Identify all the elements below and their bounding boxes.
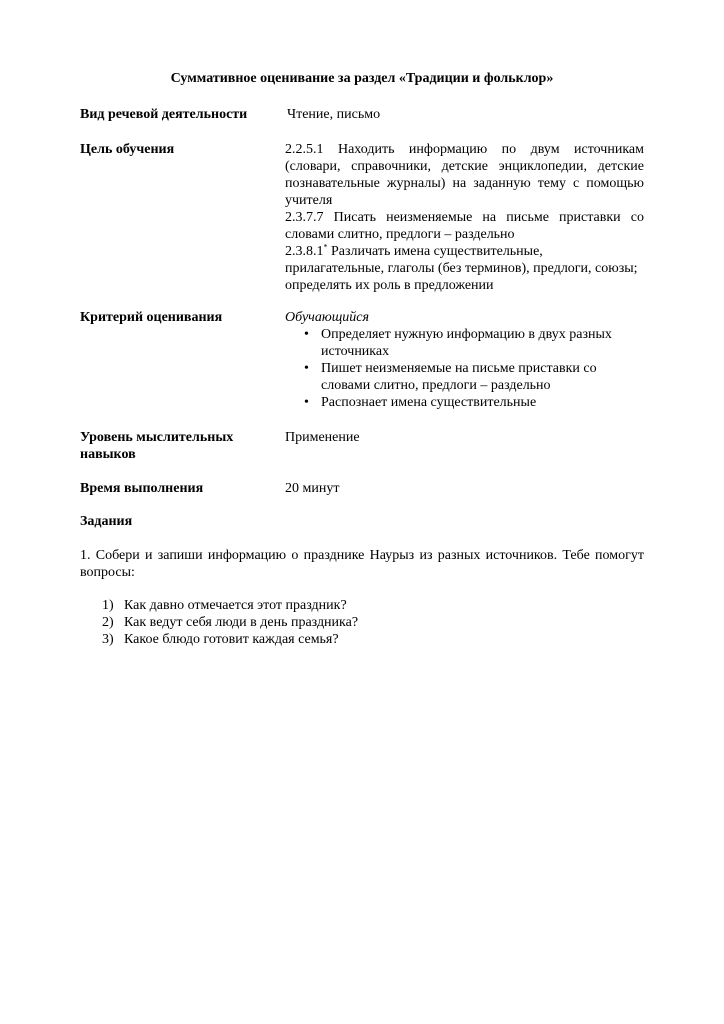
list-item (285, 326, 631, 360)
question-text: Какое блюдо готовит каждая семья? (124, 632, 339, 647)
page-title: Суммативное оценивание за раздел «Традиции и фольклор» (170, 71, 554, 86)
list-item (80, 614, 358, 631)
activity-label: Вид речевой деятельности (80, 107, 248, 122)
list-item (285, 360, 631, 394)
question-number: 1) (102, 598, 114, 613)
goal-item: 2.2.5.1 Находить информацию по двум источникам (словари, справочники, детские энциклопедии, детские познавательные журналы) на заданную тему с помощью учителя (285, 142, 644, 208)
question-text: Как ведут себя люди в день праздника? (124, 615, 359, 630)
time-value: 20 минут (285, 481, 340, 496)
question-number: 3) (102, 632, 114, 647)
bullet-icon: • (304, 395, 309, 410)
questions-list (80, 597, 358, 648)
criteria-label: Критерий оценивания (80, 310, 223, 325)
goal-label: Цель обучения (80, 142, 175, 157)
list-item (80, 597, 358, 614)
question-text: Как давно отмечается этот праздник? (124, 598, 347, 613)
criteria-item-text: Пишет неизменяемые на письме приставки со словами слитно, предлоги – раздельно (321, 361, 597, 393)
criteria-item-text: Определяет нужную информацию в двух разных источниках (321, 327, 612, 359)
activity-value: Чтение, письмо (287, 107, 381, 122)
bullet-icon: • (304, 327, 309, 342)
time-label: Время выполнения (80, 481, 204, 496)
criteria-subject: Обучающийся (285, 310, 370, 325)
criteria-item-text: Распознает имена существительные (321, 395, 537, 410)
bullet-icon: • (304, 361, 309, 376)
criteria-value (285, 309, 644, 411)
goal-item (285, 243, 644, 294)
task-1-text: 1. Собери и запиши информацию о празднике Наурыз из разных источников. Тебе помогут вопросы: (80, 548, 644, 580)
question-number: 2) (102, 615, 114, 630)
goal-item-code: 2.3.8.1 (285, 244, 324, 259)
list-item (285, 394, 631, 411)
thinking-value: Применение (285, 430, 360, 445)
thinking-label: Уровень мыслительных навыков (80, 430, 234, 462)
tasks-heading: Задания (80, 514, 133, 529)
goal-item-footnote-mark: * (323, 242, 328, 252)
goal-value (285, 141, 644, 294)
goal-item-text: Различать имена существительные, прилагательные, глаголы (без терминов), предлоги, союзы; определять их роль в предложении (285, 244, 638, 293)
list-item (80, 631, 358, 648)
goal-item: 2.3.7.7 Писать неизменяемые на письме приставки со словами слитно, предлоги – раздельно (285, 210, 644, 242)
criteria-list (285, 326, 644, 411)
